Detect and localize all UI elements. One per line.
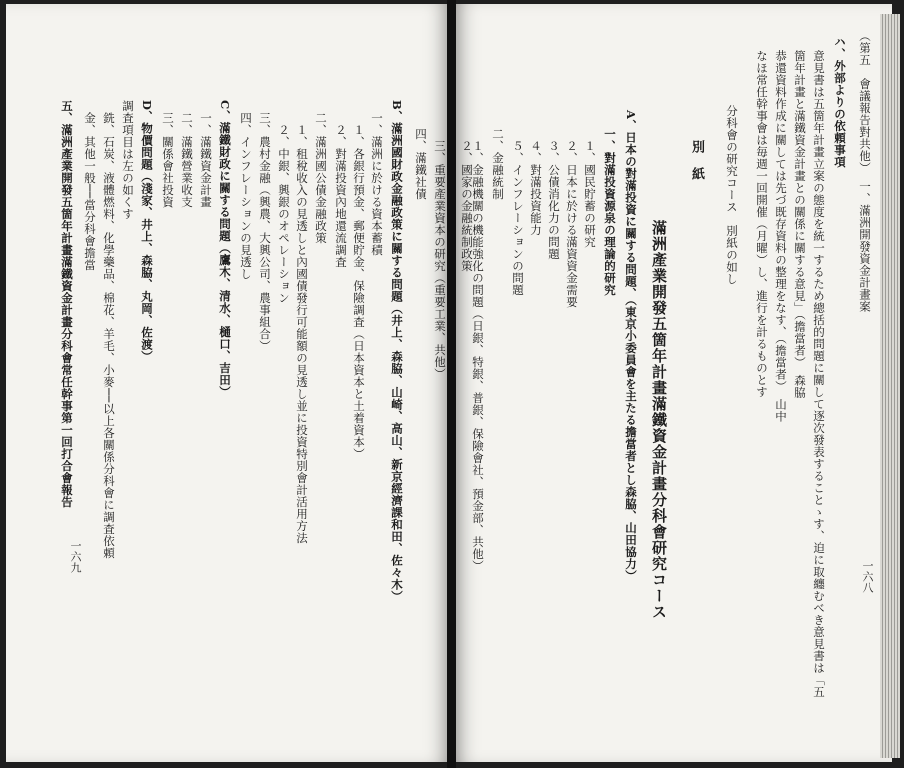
- section-a-item: ３、公債消化力の問題: [547, 140, 561, 260]
- section-b-heading: B、滿洲國財政金融政策に關する問題（井上、森脇、山崎、高山、新京經濟課和田、佐々木）: [390, 100, 404, 603]
- right-page: [452, 4, 892, 762]
- section-d-line: 銑、石炭、液體燃料、化學藥品、棉花、羊毛、小麥──以上各關係分科會に調査依頼: [102, 112, 116, 559]
- intro-line-4: なほ常任幹事會は毎週一回開催（月曜）し、進行を計るものとす: [755, 50, 769, 398]
- section-d-line: 金、其他一般──當分科會擔當: [83, 112, 97, 271]
- course-title: 滿洲產業開發五箇年計畫滿鐵資金計畫分科會研究コース: [650, 220, 668, 620]
- intro-line-3: 恭還資料作成に關しては先づ既存資料の整理をなす、（擔當者） 山中: [774, 50, 788, 423]
- page-number-right: 一六八: [861, 560, 874, 593]
- section-a-item: １、國民貯蓄の研究: [583, 140, 597, 248]
- section-a-item: 二、金融統制: [491, 128, 505, 200]
- section-b-item: 一、滿洲に於ける資本蓄積: [370, 112, 384, 256]
- intro-line-1: 意見書は五箇年計畫立案の態度を統一するため總括的問題に關して逐次發表することゝす、迫に取纏むべき意見書は「五: [812, 50, 826, 698]
- closing-heading: 五、滿洲產業開發五箇年計畫滿鐵資金計畫分科會常任幹事第一回打合會報告: [60, 100, 74, 508]
- section-b-item: 三、農村金融（興農、大興公司、農事組合）: [258, 112, 272, 352]
- section-b-item: 四、インフレーションの見透し: [239, 112, 253, 280]
- section-a-item: ２、國家の金融統制政策: [460, 140, 474, 272]
- section-a-item: １、金融機關の機能強化の問題（日銀、特銀、普銀、保險會社、預金部、共他）: [471, 140, 485, 572]
- section-b-item: 二、滿洲國公債金融政策: [314, 112, 328, 244]
- intro-line-2: 箇年計畫と滿鐵資金計畫との關係に關する意見」（擔當者） 森脇: [793, 50, 807, 399]
- section-b-item: ２、對滿投資內地還流調査: [334, 124, 348, 268]
- section-a-item: ５、インフレーションの問題: [511, 140, 525, 296]
- intro-line-5: 分科會の研究コース 別紙の如し: [725, 105, 739, 285]
- book-spine: [447, 0, 456, 768]
- section-a-item: ４、對滿投資能力: [529, 140, 543, 236]
- section-b-item: １、各銀行預金、郵便貯金、保險調査（日本資本と土着資本）: [352, 124, 366, 460]
- section-d-line: 調査項目は左の如くす: [121, 100, 135, 220]
- running-header: （第五 會議報告對共他） 一、滿洲開發資金計畫案: [858, 30, 872, 313]
- section-a-heading: A、日本の對滿投資に關する問題、（東京小委員會を主たる擔當者とし森脇、山田協力）: [624, 110, 638, 582]
- annex-title: 別 紙: [689, 140, 704, 181]
- section-c-item: 一、滿鐵資金計畫: [199, 112, 213, 208]
- page-number-left: 一六九: [69, 540, 82, 573]
- section-a-item: ２、日本に於ける滿資資金需要: [565, 140, 579, 308]
- section-c-item: 三、關係會社投資: [161, 112, 175, 208]
- section-d-heading: D、物價問題（淺家、井上、森脇、丸岡、佐渡）: [140, 100, 154, 363]
- section-c-item: 二、滿鐵營業收支: [180, 112, 194, 208]
- section-c-heading: C、滿鐵財政に關する問題（鷹木、清水、樋口、吉田）: [218, 100, 232, 398]
- page-edges: [880, 14, 900, 758]
- section-a-item: 三、重要產業資本の研究（重要工業、共他）: [433, 140, 447, 380]
- section-a-item: 四、滿鐵社債: [414, 128, 428, 200]
- section-b-item: １、租稅收入の見透しと內國債發行可能額の見透し並に投資特別會計活用方法: [295, 124, 309, 544]
- intro-heading: ハ、外部よりの依頼事項: [833, 36, 847, 168]
- section-b-item: ２、中銀、興銀のオペレーション: [277, 124, 291, 304]
- section-a-item: 一、對滿投資源泉の理論的研究: [603, 128, 617, 296]
